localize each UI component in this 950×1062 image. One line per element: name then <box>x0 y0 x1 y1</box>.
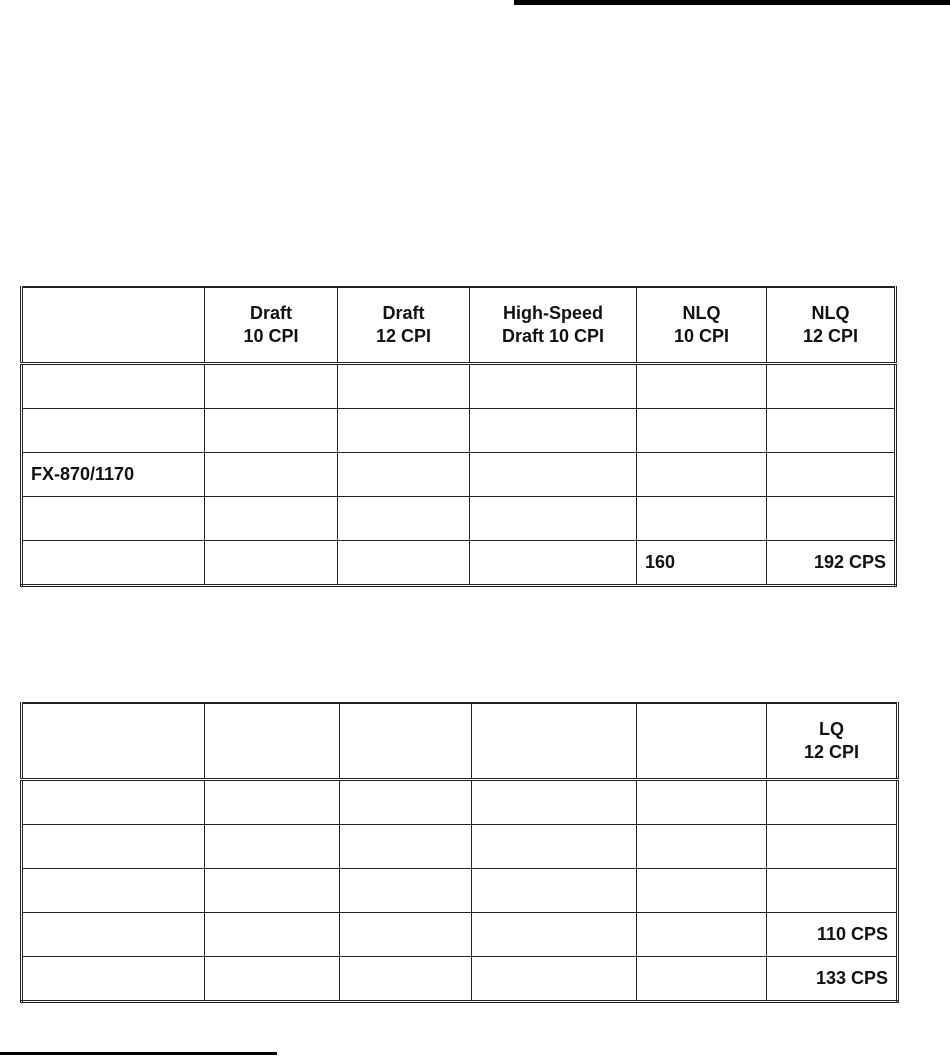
column-header <box>22 703 205 780</box>
table-cell <box>340 913 472 957</box>
table-cell <box>637 869 767 913</box>
table-cell <box>637 453 767 497</box>
table-cell <box>472 957 637 1002</box>
table-cell <box>22 957 205 1002</box>
column-header <box>472 703 637 780</box>
table-cell <box>472 913 637 957</box>
table-cell: FX-870/1170 <box>22 453 205 497</box>
table-cell <box>472 780 637 825</box>
table-cell <box>470 541 637 586</box>
table-cell <box>338 409 470 453</box>
table-cell <box>767 869 898 913</box>
table-row <box>22 541 896 586</box>
table-row <box>22 780 898 825</box>
table-cell <box>637 825 767 869</box>
table-row <box>22 825 898 869</box>
table-cell <box>637 409 767 453</box>
table-cell <box>205 957 340 1002</box>
table-cell <box>205 453 338 497</box>
table-cell <box>767 825 898 869</box>
table-cell <box>637 497 767 541</box>
table-cell <box>637 957 767 1002</box>
table-cell <box>338 364 470 409</box>
table-cell: 160 <box>637 541 767 586</box>
table-cell <box>338 541 470 586</box>
table-row <box>22 409 896 453</box>
table-cell <box>767 409 896 453</box>
table-cell <box>205 541 338 586</box>
column-header: NLQ 12 CPI <box>767 287 896 364</box>
table-cell <box>338 497 470 541</box>
table-cell <box>767 780 898 825</box>
table-cell <box>340 780 472 825</box>
column-header <box>22 287 205 364</box>
column-header <box>637 703 767 780</box>
table-row <box>22 913 898 957</box>
table-cell <box>767 364 896 409</box>
column-header <box>340 703 472 780</box>
table-cell <box>767 497 896 541</box>
table-cell <box>22 497 205 541</box>
table-cell: 133 CPS <box>767 957 898 1002</box>
table-cell <box>205 869 340 913</box>
table-header-row <box>22 703 898 780</box>
column-header: LQ 12 CPI <box>767 703 898 780</box>
table-cell <box>205 825 340 869</box>
lq-speed-table <box>20 702 899 1003</box>
table-cell <box>205 497 338 541</box>
table-cell <box>22 364 205 409</box>
table-header-row <box>22 287 896 364</box>
table-cell <box>470 409 637 453</box>
table-cell <box>340 825 472 869</box>
table-cell <box>470 364 637 409</box>
table-row <box>22 453 896 497</box>
column-header: NLQ 10 CPI <box>637 287 767 364</box>
table-cell <box>22 825 205 869</box>
column-header: Draft 12 CPI <box>338 287 470 364</box>
table-cell <box>22 409 205 453</box>
table-cell <box>338 453 470 497</box>
table-cell <box>470 453 637 497</box>
table-cell <box>637 913 767 957</box>
table-cell <box>637 364 767 409</box>
table-row <box>22 957 898 1002</box>
table-row <box>22 497 896 541</box>
table-cell <box>767 453 896 497</box>
table-cell <box>22 780 205 825</box>
column-header: Draft 10 CPI <box>205 287 338 364</box>
table-cell <box>470 497 637 541</box>
table-cell <box>472 869 637 913</box>
table-cell <box>22 869 205 913</box>
table-cell <box>472 825 637 869</box>
column-header <box>205 703 340 780</box>
table-cell <box>205 913 340 957</box>
table-cell <box>637 780 767 825</box>
table-cell <box>205 364 338 409</box>
table-cell: 192 CPS <box>767 541 896 586</box>
table-row <box>22 364 896 409</box>
table-cell <box>340 957 472 1002</box>
table-cell <box>22 541 205 586</box>
table-cell <box>340 869 472 913</box>
footnote-rule <box>0 1052 277 1055</box>
draft-nlq-speed-table <box>20 286 897 587</box>
column-header: High-Speed Draft 10 CPI <box>470 287 637 364</box>
table-cell <box>205 780 340 825</box>
table-row <box>22 869 898 913</box>
table-cell: 110 CPS <box>767 913 898 957</box>
table-cell <box>205 409 338 453</box>
top-rule <box>514 0 950 5</box>
table-cell <box>22 913 205 957</box>
